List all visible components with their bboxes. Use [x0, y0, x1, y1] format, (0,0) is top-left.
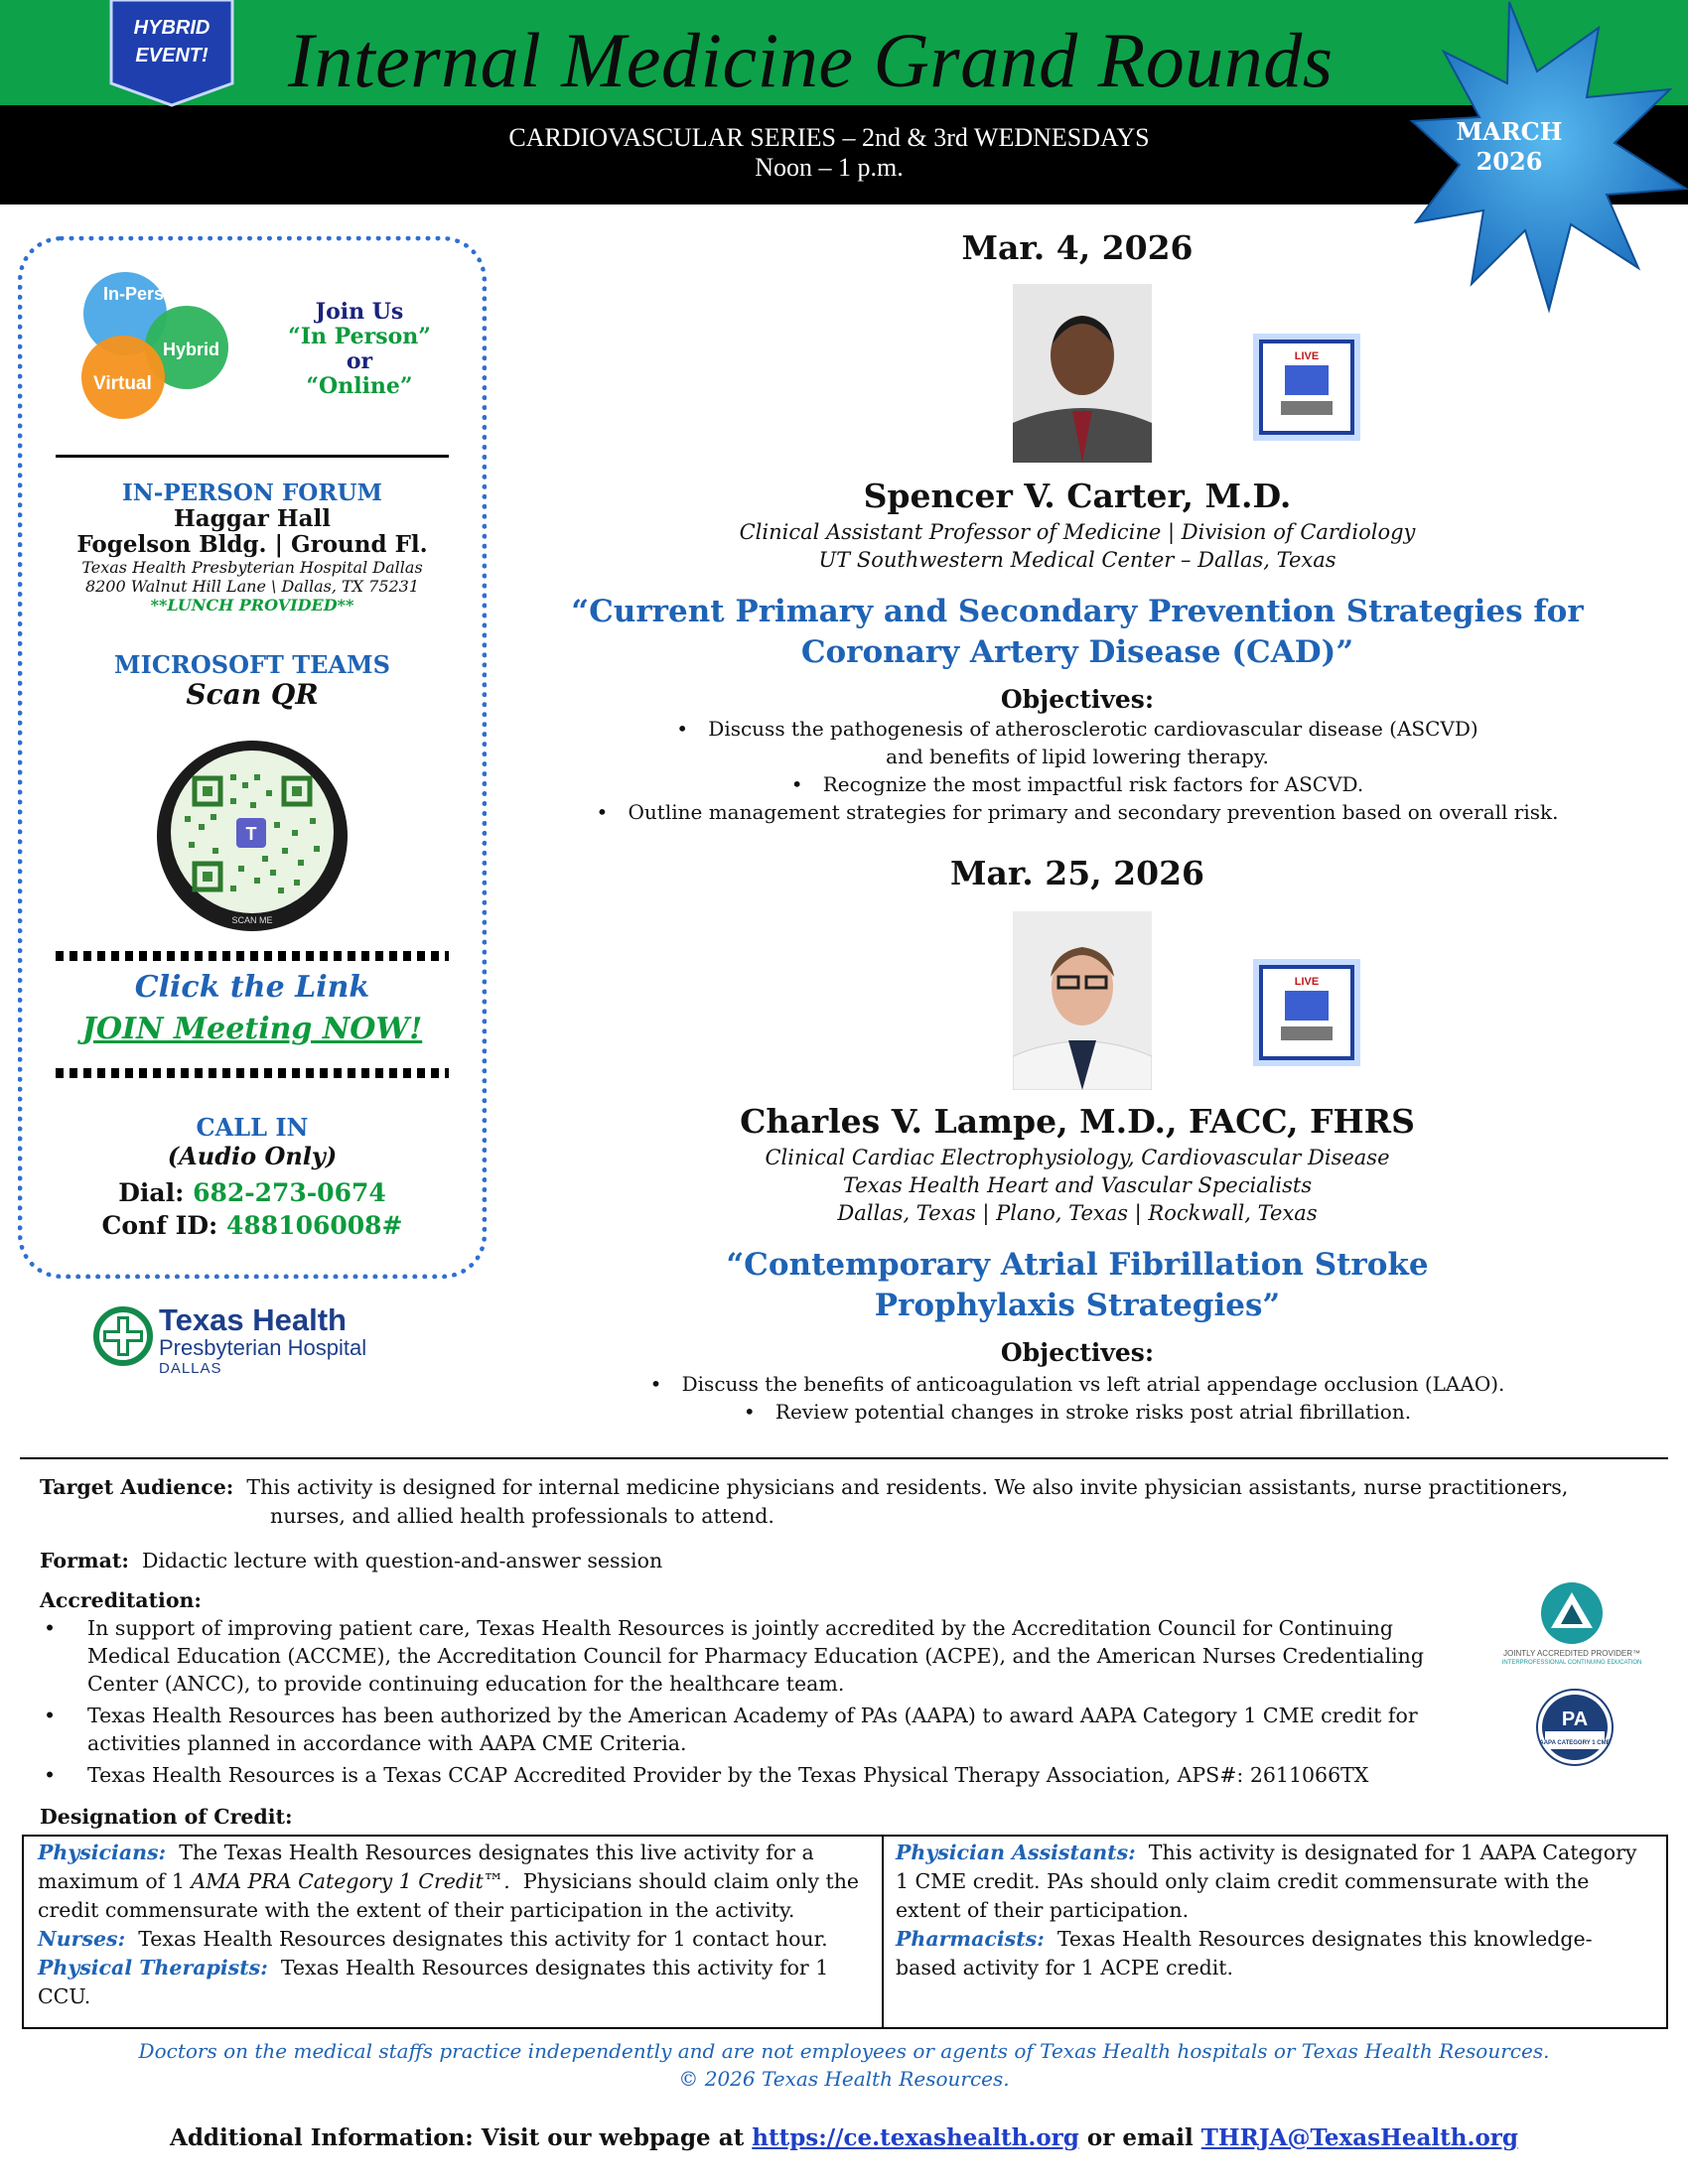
talk-title: “Contemporary Atrial Fibrillation Stroke Prophylaxis Strategies” — [726, 1247, 1429, 1323]
series-line: CARDIOVASCULAR SERIES – 2nd & 3rd WEDNESDAYS — [508, 123, 1150, 152]
email-link[interactable]: THRJA@TexasHealth.org — [1200, 2124, 1519, 2151]
objective-item-cont: and benefits of lipid lowering therapy. — [886, 745, 1269, 768]
hybrid-event-label: HYBRID EVENT! — [133, 17, 211, 67]
webpage-link[interactable]: https://ce.texashealth.org — [752, 2124, 1079, 2151]
aapa-category-1-icon — [1535, 1688, 1615, 1767]
objective-item: • Recognize the most impactful risk factors for ASCVD. — [496, 770, 1658, 798]
page-title: Internal Medicine Grand Rounds — [288, 17, 1334, 103]
join-link-section: Click the Link JOIN Meeting NOW! — [40, 967, 465, 1050]
divider-rule — [56, 455, 449, 458]
event-date: Mar. 4, 2026 — [961, 228, 1194, 267]
nurses-credit: Nurses: Texas Health Resources designates this activity for 1 contact hour. — [38, 1927, 828, 1951]
svg-text:LIVE: LIVE — [1294, 350, 1320, 362]
join-meeting-link[interactable]: JOIN Meeting NOW! — [81, 1012, 423, 1046]
accreditation-item: • In support of improving patient care, Texas Health Resources is jointly accredited by the Accreditation Council for Continuing Medical Education (ACCME), the Accreditation Council for Pharmacy Education (ACPE), and the American Nurses Credentialing Center (ANCC), to provide continuing education for the healthcare team. — [40, 1614, 1470, 1698]
format: Format: Didactic lecture with question-and-answer session — [40, 1549, 663, 1572]
objective-item: • Review potential changes in stroke risks post atrial fibrillation. — [496, 1398, 1658, 1426]
aapa-mark: PA — [1561, 1708, 1589, 1730]
objectives-label: Objectives: — [1000, 685, 1155, 714]
disclaimer: Doctors on the medical staffs practice independently and are not employees or agents of Texas Health hospitals or Texas Health Resources. © 2026 Texas Health Resources. — [138, 2039, 1550, 2091]
speaker-name: Spencer V. Carter, M.D. — [863, 477, 1292, 515]
physician-assistants-credit: Physician Assistants: This activity is designated for 1 AAPA Category 1 CME credit. PAs should only claim credit commensurate with the extent of their participation. — [896, 1841, 1637, 1922]
credit-left-column — [38, 1839, 872, 2011]
accreditation-item: • Texas Health Resources has been authorized by the American Academy of PAs (AAPA) to award AAPA Category 1 CME credit for activities planned in accordance with AAPA CME Criteria. — [40, 1702, 1470, 1757]
accreditation-item: • Texas Health Resources is a Texas CCAP Accredited Provider by the Texas Physical Therapy Association, APS#: 2611066TX — [40, 1761, 1470, 1789]
qr-caption: SCAN ME — [231, 915, 273, 925]
aapa-caption: AAPA CATEGORY 1 CME — [1539, 1740, 1611, 1746]
join-us-text: Join Us “In Person” or “Online” — [288, 299, 431, 399]
physical-therapists-credit: Physical Therapists: Texas Health Resources designates this activity for 1 CCU. — [38, 1956, 829, 2008]
dotted-divider — [56, 951, 449, 961]
speaker-name: Charles V. Lampe, M.D., FACC, FHRS — [740, 1102, 1415, 1141]
objective-item: • Discuss the pathogenesis of atherosclerotic cardiovascular disease (ASCVD) — [496, 715, 1658, 743]
pharmacists-credit: Pharmacists: Texas Health Resources designates this knowledge-based activity for 1 ACPE credit. — [896, 1927, 1593, 1979]
logo-in-person: In-Person — [103, 284, 187, 304]
time-line: Noon – 1 p.m. — [755, 153, 904, 182]
texas-health-logo-icon — [91, 1304, 155, 1368]
hybrid-venn-icon — [64, 270, 232, 419]
credit-right-column — [896, 1839, 1650, 1982]
objective-item: • Outline management strategies for primary and secondary prevention based on overall risk. — [496, 798, 1658, 826]
speaker-affiliation: Clinical Assistant Professor of Medicine | Division of Cardiology UT Southwestern Medical Center – Dallas, Texas — [739, 520, 1416, 572]
teams-section: MICROSOFT TEAMS Scan QR — [114, 650, 390, 711]
additional-information: Additional Information: Visit our webpage at https://ce.texashealth.org or email THRJA@TexasHealth.org — [169, 2124, 1519, 2151]
month-label: MARCH 2026 — [1456, 117, 1563, 176]
dotted-divider — [56, 1068, 449, 1078]
objectives-list — [496, 1370, 1658, 1426]
speaker-photo — [1013, 911, 1152, 1090]
logo-hybrid: Hybrid — [163, 340, 220, 359]
accreditation-label: Accreditation: — [40, 1588, 202, 1612]
live-in-person-badge — [1247, 953, 1366, 1072]
physicians-credit: Physicians: The Texas Health Resources designates this live activity for a maximum of 1 AMA PRA Category 1 Credit™. Physicians should claim only the credit commensurate with the extent of their participation in the activity. — [38, 1841, 860, 1922]
svg-text:T: T — [245, 824, 257, 844]
dial-number[interactable]: 682-273-0674 — [193, 1178, 386, 1207]
speaker-affiliation: Clinical Cardiac Electrophysiology, Cardiovascular Disease Texas Health Heart and Vascular Specialists Dallas, Texas | Plano, Texas | Rockwall, Texas — [765, 1146, 1390, 1225]
teams-qr-code[interactable] — [155, 739, 350, 933]
jointly-accredited-logo: JOINTLY ACCREDITED PROVIDER™ INTERPROFESSIONAL CONTINUING EDUCATION — [1501, 1649, 1642, 1666]
objective-item: • Discuss the benefits of anticoagulation vs left atrial appendage occlusion (LAAO). — [496, 1370, 1658, 1398]
objectives-label: Objectives: — [1000, 1338, 1155, 1367]
jointly-accredited-icon — [1539, 1580, 1605, 1646]
in-person-forum: IN-PERSON FORUM Haggar Hall Fogelson Bldg. | Ground Fl. Texas Health Presbyterian Hospital Dallas 8200 Walnut Hill Lane \ Dallas, TX 75231 **LUNCH PROVIDED** — [76, 479, 428, 614]
section-divider — [20, 1457, 1668, 1459]
call-in-section: CALL IN (Audio Only) Dial: 682-273-0674 Conf ID: 488106008# — [101, 1113, 403, 1240]
conference-id: 488106008# — [226, 1211, 403, 1240]
logo-virtual: Virtual — [93, 373, 152, 394]
texas-health-logo: Texas Health Presbyterian Hospital DALLAS — [159, 1302, 367, 1377]
speaker-photo — [1013, 284, 1152, 463]
live-in-person-badge — [1247, 328, 1366, 447]
target-audience: Target Audience: This activity is designed for internal medicine physicians and residents. We also invite physician assistants, nurse practitioners, nurses, and allied health professionals to attend. — [40, 1475, 1569, 1528]
svg-text:LIVE: LIVE — [1294, 976, 1320, 988]
credit-designation-label: Designation of Credit: — [40, 1805, 293, 1829]
event-date: Mar. 25, 2026 — [950, 854, 1204, 892]
objectives-list — [496, 715, 1658, 826]
talk-title: “Current Primary and Secondary Prevention Strategies for Coronary Artery Disease (CAD)” — [571, 594, 1584, 670]
credit-table-divider — [882, 1835, 884, 2029]
